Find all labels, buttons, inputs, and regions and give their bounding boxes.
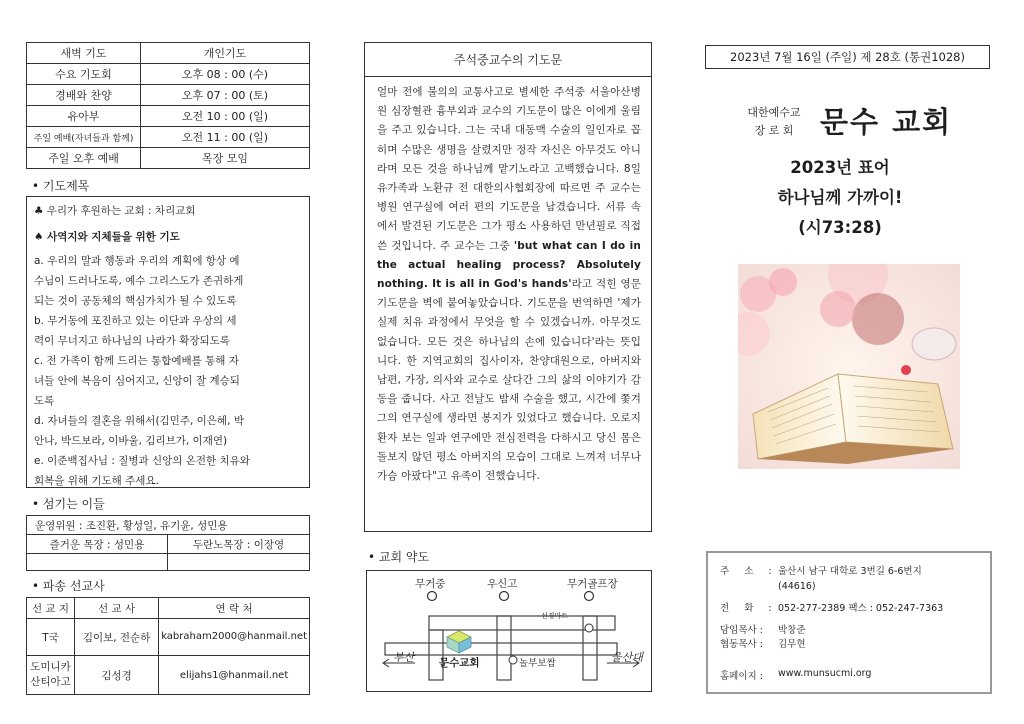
article-body [365,77,651,486]
direction-label: 울산대 [611,651,643,664]
prayer-line: 수님이 드러나도록, 예수 그리스도가 존귀하게 [34,275,244,287]
missionaries-section-title: • 파송 선교사 [32,579,105,593]
servers-section-title: • 섬기는 이들 [32,497,105,511]
map-section-title: • 교회 약도 [368,550,430,564]
article-paragraph: 얼마 전에 불의의 교통사고로 별세한 주석중 서울아산병원 심장혈관 흉부외과 교수의 기도문이 많은 이에게 울림을 주고 있습니다. 그는 국내 대동맥 수술의 일인자로 꼽히며 수많은 생명을 살렸지만 정작 자신은 아무것도 아니라며 모든 것을 하나님께 맡기노라고 고백했습니다. 8일 유가족과 노환규 전 대한의사협회장에 따르면 주 교수는 병원 연구실에 여러 편의 기도문을 남겼습니다. 서류 속에서 발견된 기도문은 그가 평소 사용하던 만년필로 직접 쓴 것입니다. 주 교수는 그중 [377,86,641,252]
table-row [27,554,310,571]
pastor-name: 박창준 [778,625,806,636]
table-cell: 새벽 기도 [27,43,141,64]
servers-table [26,515,310,571]
table-cell: 유아부 [27,106,141,127]
table-cell: 오후 07 : 00 (토) [141,85,310,106]
prayer-line: b. 무거동에 포진하고 있는 이단과 우상의 세 [34,315,237,327]
missionaries-table [26,597,310,695]
prayer-line: 되는 것이 공동체의 핵심가치가 될 수 있도록 [34,295,237,307]
table-header: 연 락 처 [159,598,310,619]
motto-line: (시73:28) [798,218,882,237]
info-row [720,654,980,684]
table-cell: 개인기도 [141,43,310,64]
bible-image [738,264,960,469]
table-cell: 경배와 찬양 [27,85,141,106]
schedule-table [26,42,310,169]
info-row [720,594,980,616]
denomination-line: 장 로 회 [754,124,794,137]
pastor-labels [720,616,778,654]
motto [740,153,940,243]
table-row [27,85,310,106]
pastor-name: 김무현 [778,639,806,650]
station-label: 무거골프장 [567,578,618,590]
table-row [27,106,310,127]
info-row [720,616,980,654]
table-row [27,535,310,554]
committee-cell: 운영위원 : 조진환, 황성일, 유기윤, 성민용 [27,516,310,535]
article-quote: 'but what can I do in the actual healing process? Absolutely nothing. It is all in God's hands' [377,239,641,291]
table-row [27,516,310,535]
table-cell: 오후 08 : 00 (수) [141,64,310,85]
email-link[interactable]: kabraham2000@hanmail.net [159,619,310,656]
table-header: 선 교 지 [27,598,75,619]
station-label: 무거중 [415,578,446,590]
postal-code: (44616) [778,581,816,592]
motto-line: 하나님께 가까이! [777,188,903,207]
church-name: 문수 교회 [820,105,953,139]
restaurant-label: 놀부보쌈 [519,658,556,669]
table-cell: 수요 기도회 [27,64,141,85]
phone-label: 전 화 : [720,603,778,614]
address-value [778,561,980,594]
table-row [27,127,310,148]
church-map [366,570,652,692]
table-cell: 목장 모임 [141,148,310,169]
email-link[interactable]: elijahs1@hanmail.net [159,656,310,695]
table-row [27,619,310,656]
prayer-line: 회복을 위해 기도해 주세요. [34,475,159,487]
bible-illustration [738,264,960,469]
prayer-line: c. 전 가족이 함께 드리는 통합예배를 통해 자 [34,355,239,367]
table-cell [168,554,310,571]
table-row [27,148,310,169]
table-cell: 두란노목장 : 이장영 [168,535,310,554]
table-cell: T국 [27,619,75,656]
article-box [364,42,652,532]
prayer-line: 력이 무너지고 하나님의 나라가 확장되도록 [34,335,230,347]
church-info [720,561,980,684]
church-info-box [706,551,992,694]
direction-label: 부산 [393,651,415,664]
supported-church: ♣ 우리가 후원하는 교회 : 차리교회 [34,205,196,217]
table-cell [27,554,168,571]
prayer-line: 안나, 박드보라, 이바울, 김리브가, 이재연) [34,435,228,447]
prayer-line: d. 자녀들의 결혼을 위해서(김민주, 이은혜, 박 [34,415,244,427]
prayer-section-title: • 기도제목 [32,179,90,193]
pastor-label: 협동목사 : [720,639,763,650]
phone-value: 052-277-2389 팩스 : 052-247-7363 [778,603,944,614]
homepage-label: 홈페이지 : [720,671,763,682]
article-paragraph: 라고 적힌 영문 기도문을 벽에 붙여놓았습니다. 기도문을 번역하면 '제가 실제 치유 과정에서 무엇을 할 수 있겠습니까. 아무것도 없습니다. 모든 것은 하나님의 손에 있습니다'라는 뜻입니다. 한 지역교회의 집사이자, 찬양대원으로, 아버지와 남편, 가장, 의사와 교수로 살다간 그의 삶의 이야기가 감동을 줍니다. 사고 전날도 밤새 수술을 했고, 시간에 쫓겨 그의 연구실에 생라면 봉지가 있었다고 했습니다. 오로지 환자 보는 일과 연구에만 전심전력을 다하시고 당신 몸은 돌보지 않던 평소 아버지의 모습이 그대로 느껴져 너무나 가슴 아팠다"고 유족이 전했습니다. [377,278,641,483]
mart-label: 선경마트 [541,612,569,620]
table-cell: 도미니카 산티아고 [27,656,75,695]
church-label: 문수교회 [439,657,480,669]
pastor-names [778,616,980,654]
table-cell: 오전 11 : 00 (일) [141,127,310,148]
table-cell: 김성경 [74,656,158,695]
prayer-heading: ♠ 사역지와 지체들을 위한 기도 [34,231,180,243]
address-line: 울산시 남구 대학로 3번길 6-6번지 [778,566,922,577]
table-cell: 주일 예배(자녀들과 함께) [27,127,141,148]
denomination-line: 대한예수교 [747,106,801,119]
info-row [720,561,980,594]
prayer-line: 녀들 안에 복음이 심어지고, 신앙이 잘 계승되 [34,375,240,387]
table-row [27,656,310,695]
address-label: 주 소 : [720,566,778,577]
prayer-line: a. 우리의 말과 행동과 우리의 계획에 항상 예 [34,255,240,267]
pastor-label: 담임목사 : [720,625,763,636]
prayer-line: e. 이준백집사님 : 질병과 신앙의 온전한 치유와 [34,455,250,467]
issue-box: 2023년 7월 16일 (주일) 제 28호 (통권1028) [705,45,990,69]
table-cell: 김이보, 전순하 [74,619,158,656]
denomination [738,104,810,140]
table-header: 선 교 사 [74,598,158,619]
motto-line: 2023년 표어 [790,158,890,177]
station-label: 우신고 [487,578,518,590]
homepage-link[interactable]: www.munsucmi.org [778,668,872,679]
table-cell: 주일 오후 예배 [27,148,141,169]
prayer-line: 도록 [34,395,55,407]
table-cell: 즐거운 목장 : 성민용 [27,535,168,554]
table-row [27,64,310,85]
table-row [27,598,310,619]
article-title: 주석중교수의 기도문 [453,53,563,67]
prayer-box [26,196,310,488]
table-cell: 오전 10 : 00 (일) [141,106,310,127]
table-row [27,43,310,64]
